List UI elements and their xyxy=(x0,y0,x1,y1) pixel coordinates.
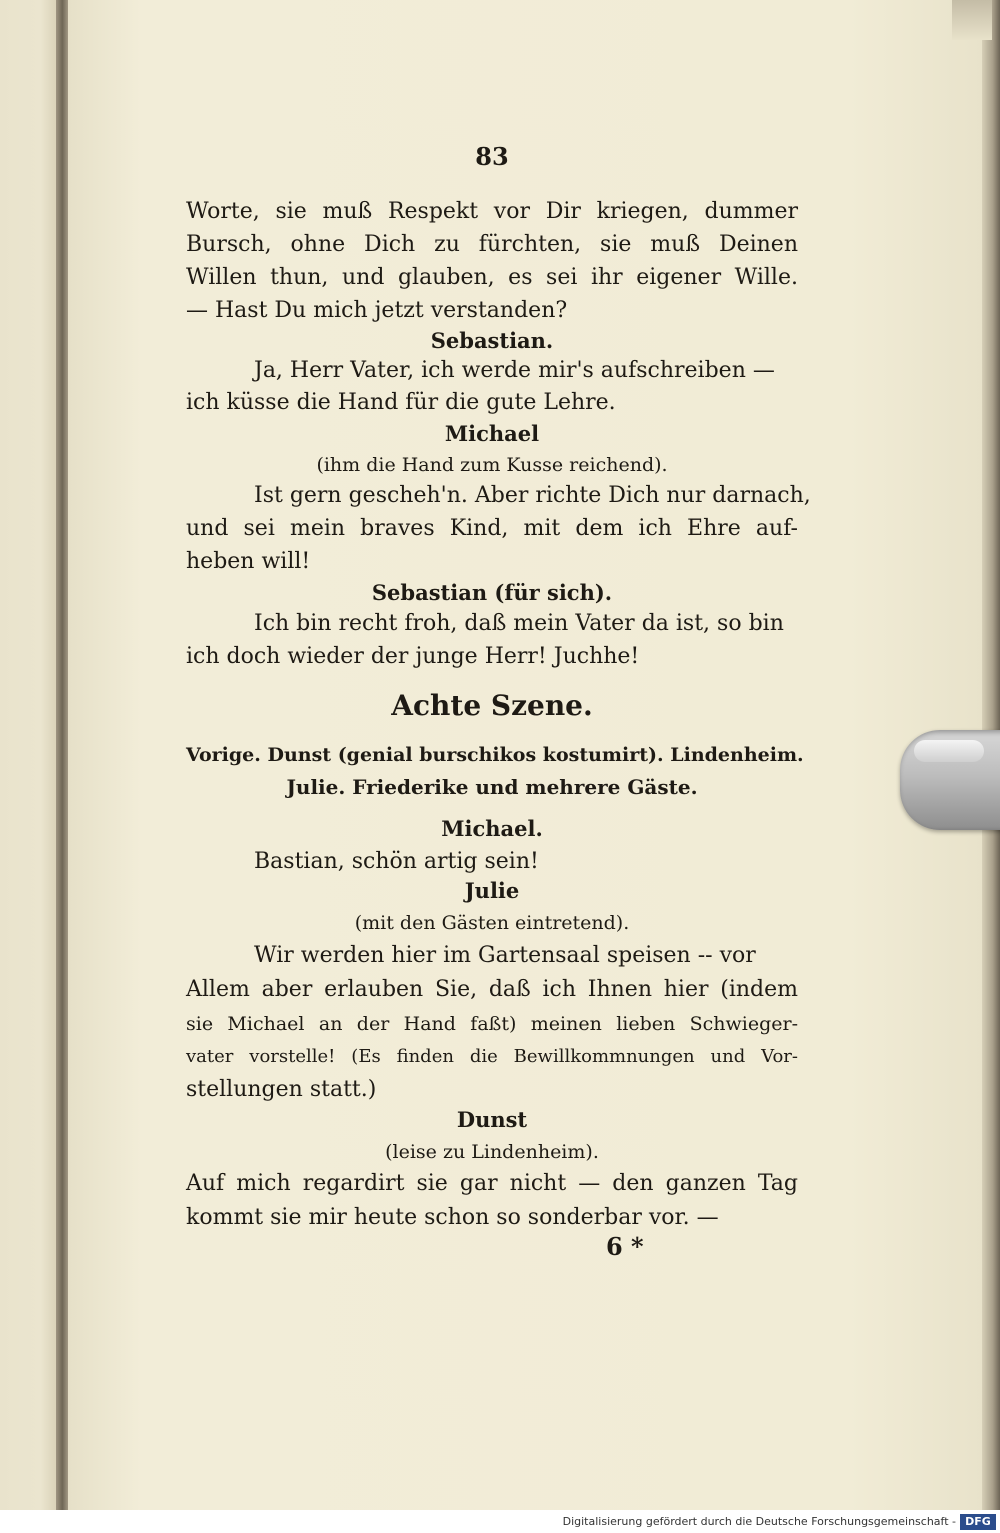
text-line: sie Michael an der Hand faßt) meinen lieben Schwieger- xyxy=(186,1013,798,1035)
text-line: Worte, sie muß Respekt vor Dir kriegen, dummer xyxy=(186,199,798,224)
page-tab-marker xyxy=(900,730,1000,830)
text-line: Ja, Herr Vater, ich werde mir's aufschreiben — xyxy=(254,358,775,383)
speaker-name: Sebastian. xyxy=(430,328,554,353)
text-line: und sei mein braves Kind, mit dem ich Ehre auf- xyxy=(186,516,798,541)
stage-direction: (ihm die Hand zum Kusse reichend). xyxy=(316,454,668,476)
text-line: Wir werden hier im Gartensaal speisen -- vor xyxy=(254,943,756,968)
scene-heading: Achte Szene. xyxy=(391,689,593,722)
speaker-name: Michael xyxy=(444,421,540,446)
text-line: heben will! xyxy=(186,549,311,574)
stage-direction: (leise zu Lindenheim). xyxy=(385,1141,599,1163)
dfg-logo: DFG xyxy=(960,1514,996,1530)
text-line: Allem aber erlauben Sie, daß ich Ihnen hier (indem xyxy=(186,977,798,1002)
text-line: ich doch wieder der junge Herr! Juchhe! xyxy=(186,644,640,669)
text-line: Bastian, schön artig sein! xyxy=(254,849,539,874)
text-line: kommt sie mir heute schon so sonderbar vor. — xyxy=(186,1205,719,1230)
speaker-name: Sebastian (für sich). xyxy=(371,580,613,605)
text-line: — Hast Du mich jetzt verstanden? xyxy=(186,298,568,323)
text-line: Willen thun, und glauben, es sei ihr eigener Wille. xyxy=(186,265,798,290)
text-line: Ich bin recht froh, daß mein Vater da ist, so bin xyxy=(254,611,784,636)
speaker-name: Julie xyxy=(464,878,520,903)
cast-list: Vorige. Dunst (genial burschikos kostumirt). Lindenheim. xyxy=(186,744,804,766)
text-line: Bursch, ohne Dich zu fürchten, sie muß Deinen xyxy=(186,232,798,257)
cast-list: Julie. Friederike und mehrere Gäste. xyxy=(286,775,698,799)
digitization-footer xyxy=(0,1510,1000,1533)
text-line: ich küsse die Hand für die gute Lehre. xyxy=(186,390,616,415)
funding-notice: Digitalisierung gefördert durch die Deutsche Forschungsgemeinschaft - xyxy=(562,1515,956,1528)
left-page-edge xyxy=(0,0,58,1510)
page-corner xyxy=(952,0,992,40)
text-line: Auf mich regardirt sie gar nicht — den ganzen Tag xyxy=(186,1171,798,1196)
stage-direction: (mit den Gästen eintretend). xyxy=(354,912,630,934)
text-line: Ist gern gescheh'n. Aber richte Dich nur darnach, xyxy=(254,483,811,508)
speaker-name: Michael. xyxy=(441,816,543,841)
text-line: stellungen statt.) xyxy=(186,1077,377,1102)
speaker-name: Dunst xyxy=(456,1107,528,1132)
page-number: 83 xyxy=(475,142,509,171)
text-line: vater vorstelle! (Es finden die Bewillkommnungen und Vor- xyxy=(186,1046,798,1067)
printer-signature-mark: 6 * xyxy=(606,1232,644,1261)
